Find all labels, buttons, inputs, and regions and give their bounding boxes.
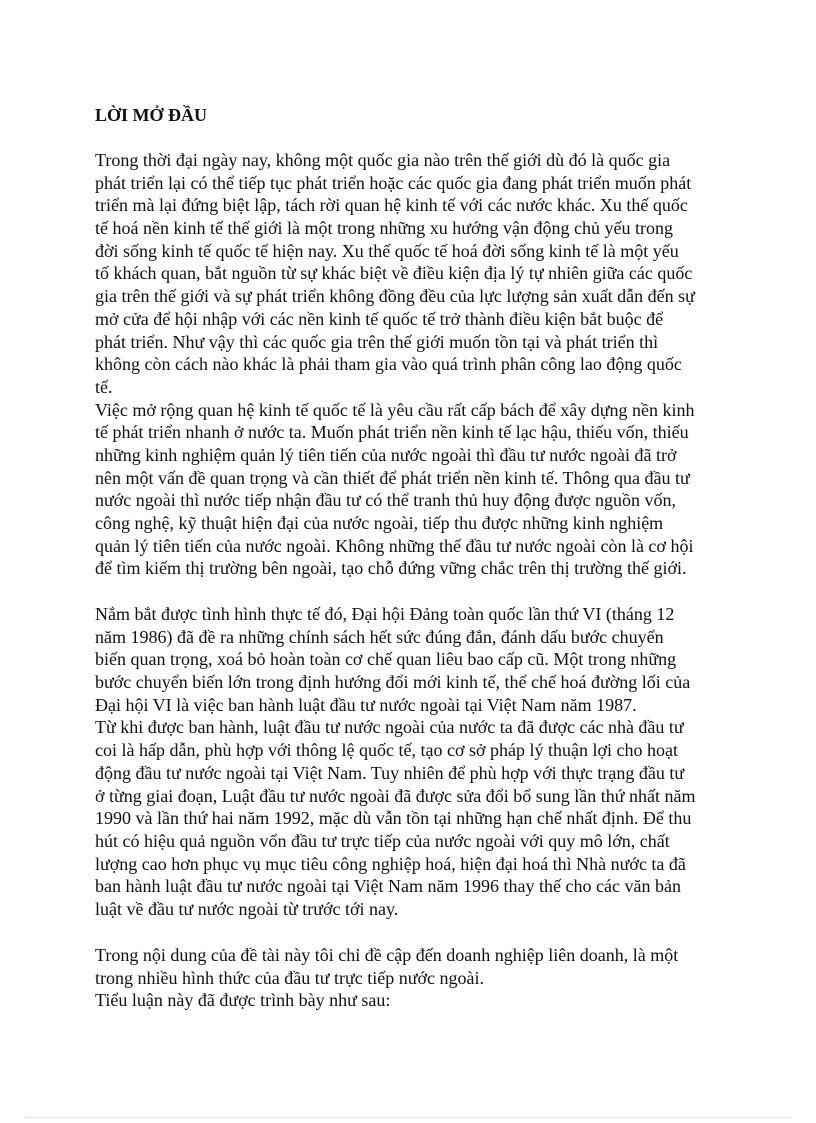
text-line: tế. [95, 376, 113, 397]
text-line: hút có hiệu quả nguồn vốn đầu tư trực tiếp của nước ngoài với quy mô lớn, chất [95, 830, 670, 851]
text-line: Từ khi được ban hành, luật đầu tư nước ngoài của nước ta đã được các nhà đầu tư [95, 717, 684, 738]
text-line: ban hành luật đầu tư nước ngoài tại Việt Nam năm 1996 thay thế cho các văn bản [95, 876, 681, 897]
text-line: trong nhiều hình thức của đầu tư trực tiếp nước ngoài. [95, 967, 484, 988]
text-line: triển mà lại đứng biệt lập, tách rời quan hệ kinh tế với các nước khác. Xu thế quốc [95, 195, 688, 216]
text-line: phát triển lại có thể tiếp tục phát triển hoặc các quốc gia đang phát triển muốn phát [95, 172, 692, 193]
text-line: Việc mở rộng quan hệ kinh tế quốc tế là yêu cầu rất cấp bách để xây dựng nền kinh [95, 399, 695, 420]
text-line: năm 1986) đã đề ra những chính sách hết sức đúng đắn, đánh dấu bước chuyển [95, 626, 664, 647]
text-line: tố khách quan, bắt nguồn từ sự khác biệt về điều kiện địa lý tự nhiên giữa các quốc [95, 263, 693, 284]
text-line: Tiểu luận này đã được trình bày như sau: [95, 990, 391, 1011]
text-line: nước ngoài thì nước tiếp nhận đầu tư có thể tranh thủ huy động được nguồn vốn, [95, 490, 676, 511]
text-line: động đầu tư nước ngoài tại Việt Nam. Tuy nhiên để phù hợp với thực trạng đầu tư [95, 762, 685, 783]
text-line: đời sống kinh tế quốc tế hiện nay. Xu thế quốc tế hoá đời sống kinh tế là một yếu [95, 240, 679, 261]
text-line: tế phát triển nhanh ở nước ta. Muốn phát triển nền kinh tế lạc hậu, thiếu vốn, thiếu [95, 422, 689, 443]
text-line: để tìm kiếm thị trường bên ngoài, tạo chỗ đứng vững chắc trên thị trường thế giới. [95, 558, 687, 579]
text-line: 1990 và lần thứ hai năm 1992, mặc dù vẫn tồn tại những hạn chế nhất định. Để thu [95, 808, 692, 829]
paragraph-intro [95, 149, 695, 580]
text-line: lượng cao hơn phục vụ mục tiêu công nghiệp hoá, hiện đại hoá thì Nhà nước ta đã [95, 853, 686, 874]
text-line: luật về đầu tư nước ngoài từ trước tới nay. [95, 898, 399, 919]
text-line: mở cửa để hội nhập với các nền kinh tế quốc tế trở thành điều kiện bắt buộc để [95, 308, 664, 329]
text-line: Trong thời đại ngày nay, không một quốc gia nào trên thế giới dù đó là quốc gia [95, 150, 671, 170]
text-line: ở từng giai đoạn, Luật đầu tư nước ngoài đã được sửa đổi bổ sung lần thứ nhất năm [95, 785, 696, 806]
document-title: LỜI MỞ ĐẦU [95, 105, 207, 125]
text-line: nên một vấn đề quan trọng và cần thiết để phát triển nền kinh tế. Thông qua đầu tư [95, 467, 690, 488]
paragraph-scope [95, 944, 678, 1012]
text-line: tế hoá nền kinh tế thế giới là một trong những xu hướng vận động chủ yếu trong [95, 218, 673, 239]
text-line: coi là hấp dẫn, phù hợp với thông lệ quốc tế, tạo cơ sở pháp lý thuận lợi cho hoạt [95, 740, 678, 761]
text-line: gia trên thế giới và sự phát triển không đồng đều của lực lượng sản xuất dẫn đến sự [95, 286, 695, 307]
text-line: Nắm bắt được tình hình thực tế đó, Đại hội Đảng toàn quốc lần thứ VI (tháng 12 [95, 604, 675, 624]
text-line: phát triển. Như vậy thì các quốc gia trên thế giới muốn tồn tại và phát triển thì [95, 331, 659, 352]
paragraph-history [95, 603, 695, 921]
text-line: không còn cách nào khác là phải tham gia vào quá trình phân công lao động quốc [95, 354, 682, 375]
text-line: quản lý tiên tiến của nước ngoài. Không những thế đầu tư nước ngoài còn là cơ hội [95, 535, 694, 556]
text-line: bước chuyển biến lớn trong định hướng đổi mới kinh tế, thể chế hoá đường lối của [95, 672, 691, 693]
text-line: Đại hội VI là việc ban hành luật đầu tư nước ngoài tại Việt Nam năm 1987. [95, 694, 637, 715]
text-line: Trong nội dung của đề tài này tôi chỉ đề cập đến doanh nghiệp liên doanh, là một [95, 945, 679, 965]
text-line: những kinh nghiệm quản lý tiên tiến của nước ngoài thì đầu tư nước ngoài đã trở [95, 444, 677, 465]
text-line: công nghệ, kỹ thuật hiện đại của nước ngoài, tiếp thu được những kinh nghiệm [95, 513, 664, 533]
text-line: biến quan trọng, xoá bỏ hoàn toàn cơ chế quan liêu bao cấp cũ. Một trong những [95, 649, 677, 670]
page-footer-rule [24, 1117, 792, 1118]
